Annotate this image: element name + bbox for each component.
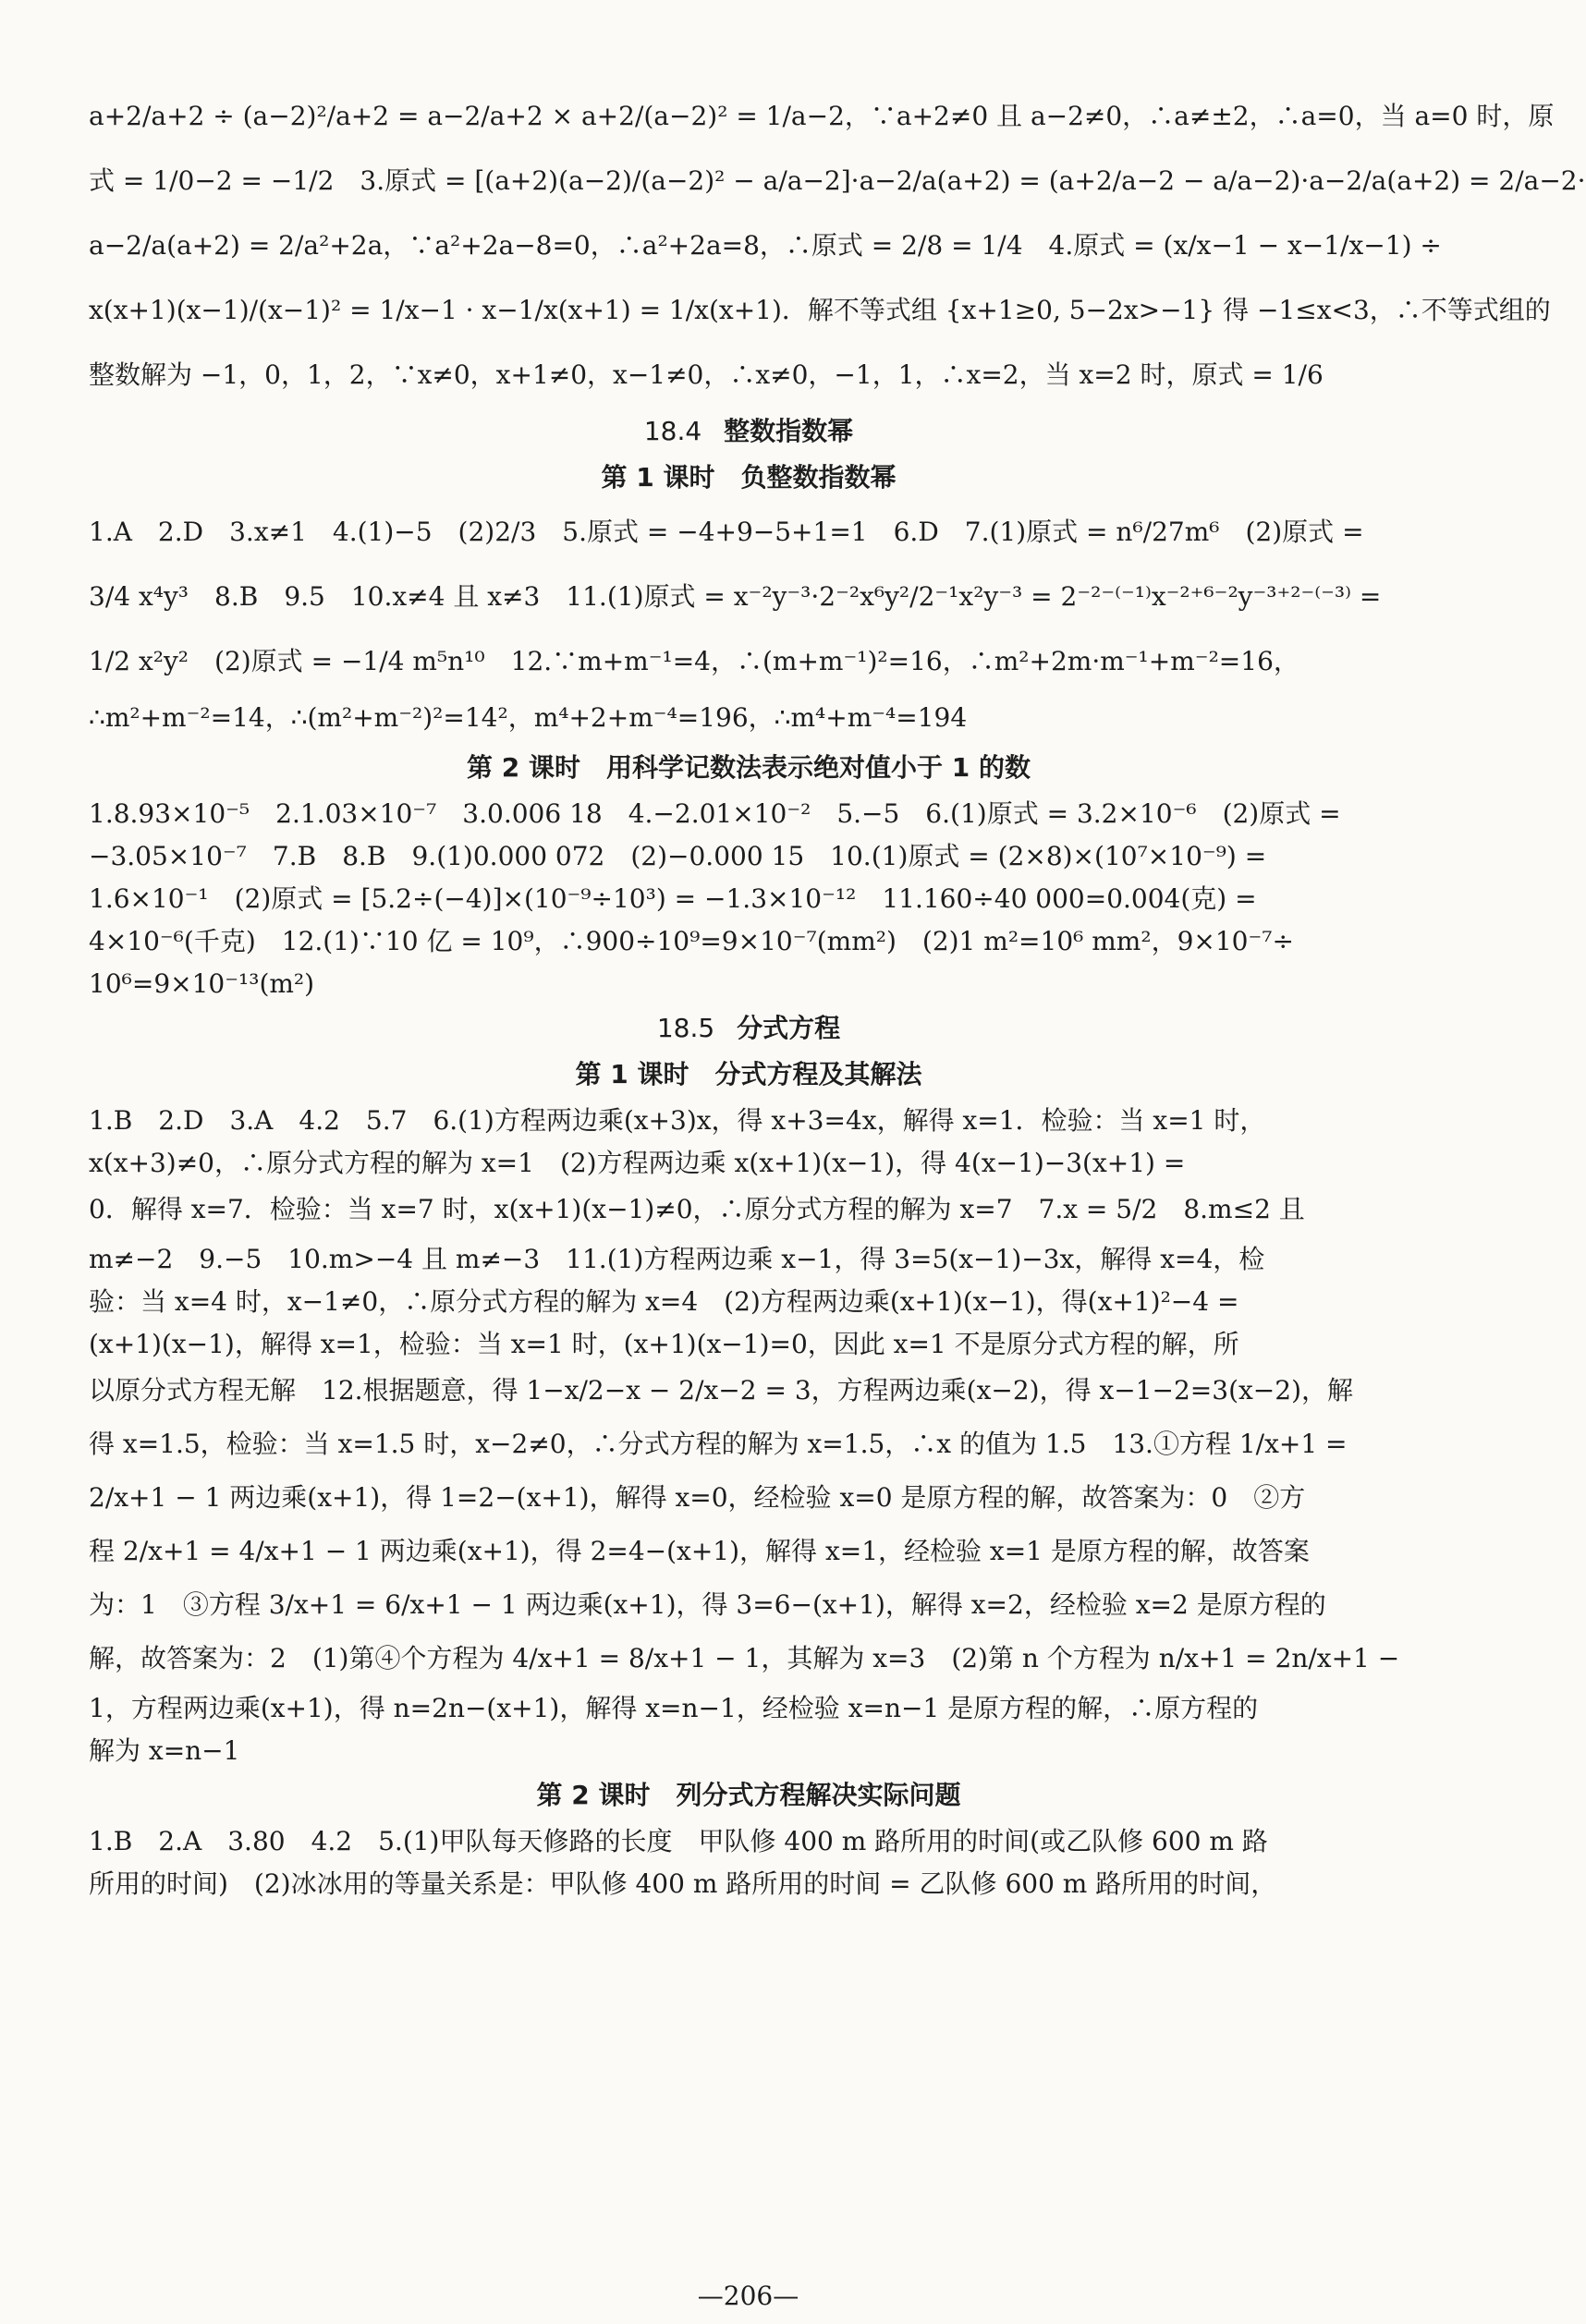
text-line: 1.B 2.D 3.A 4.2 5.7 6.(1)方程两边乘(x+3)x，得 x+3=4x，解得 x=1．检验：当 x=1 时， (89, 1105, 1266, 1136)
text-line: 1.6×10⁻¹ (2)原式 = [5.2÷(−4)]×(10⁻⁹÷10³) = −1.3×10⁻¹² 11.160÷40 000=0.004(克) = (89, 883, 1257, 914)
text-line: x(x+3)≠0，∴原分式方程的解为 x=1 (2)方程两边乘 x(x+1)(x−1)，得 4(x−1)−3(x+1) = (89, 1148, 1186, 1178)
lesson-heading: 第 1 课时 负整数指数幂 (601, 462, 897, 493)
lesson-heading: 第 2 课时 用科学记数法表示绝对值小于 1 的数 (467, 752, 1031, 783)
section-heading-18-5 (89, 1009, 1409, 1048)
text-line: 为：1 ③方程 3/x+1 = 6/x+1 − 1 两边乘(x+1)，得 3=6−(x+1)，解得 x=2，经检验 x=2 是原方程的 (89, 1589, 1326, 1620)
text-line: 4×10⁻⁶(千克) 12.(1)∵10 亿 = 10⁹，∴900÷10⁹=9×10⁻⁷(mm²) (2)1 m²=10⁶ mm²，9×10⁻⁷÷ (89, 926, 1294, 956)
text-line: x(x+1)(x−1)/(x−1)² = 1/x−1 · x−1/x(x+1) = 1/x(x+1)．解不等式组 {x+1≥0, 5−2x>−1} 得 −1≤x<3，∴不等式组的 (89, 295, 1551, 325)
lesson-answers (89, 795, 1409, 1004)
text-line: 1.A 2.D 3.x≠1 4.(1)−5 (2)2/3 5.原式 = −4+9−5+1=1 6.D 7.(1)原式 = n⁶/27m⁶ (2)原式 = (89, 517, 1364, 547)
lesson-answers (89, 505, 1409, 737)
text-line: 程 2/x+1 = 4/x+1 − 1 两边乘(x+1)，得 2=4−(x+1)，解得 x=1，经检验 x=1 是原方程的解，故答案 (89, 1536, 1310, 1566)
text-line: 2/x+1 − 1 两边乘(x+1)，得 1=2−(x+1)，解得 x=0，经检验 x=0 是原方程的解，故答案为：0 ②方 (89, 1482, 1306, 1513)
lesson-answers (89, 1822, 1409, 1904)
section-number: 18.4 (643, 416, 702, 446)
answer-page (89, 89, 1586, 1907)
text-line: ∴m²+m⁻²=14，∴(m²+m⁻²)²=14²，m⁴+2+m⁻⁴=196，∴m⁴+m⁻⁴=194 (89, 702, 968, 733)
section-heading-18-4 (89, 412, 1409, 451)
text-line: 3/4 x⁴y³ 8.B 9.5 10.x≠4 且 x≠3 11.(1)原式 = x⁻²y⁻³·2⁻²x⁶y²/2⁻¹x²y⁻³ = 2⁻²⁻⁽⁻¹⁾x⁻²⁺⁶⁻²y⁻³⁺²⁻⁽⁻³⁾ = (89, 581, 1382, 612)
text-line: 1，方程两边乘(x+1)，得 n=2n−(x+1)，解得 x=n−1，经检验 x=n−1 是原方程的解，∴原方程的 (89, 1693, 1259, 1723)
text-line: 10⁶=9×10⁻¹³(m²) (89, 968, 315, 999)
section-title: 整数指数幂 (724, 416, 854, 446)
text-line: 解，故答案为：2 (1)第④个方程为 4/x+1 = 8/x+1 − 1，其解为 x=3 (2)第 n 个方程为 n/x+1 = 2n/x+1 − (89, 1643, 1400, 1673)
text-line: 整数解为 −1，0，1，2，∵x≠0，x+1≠0，x−1≠0，∴x≠0，−1，1，∴x=2，当 x=2 时，原式 = 1/6 (89, 359, 1324, 390)
text-line: 式 = 1/0−2 = −1/2 3.原式 = [(a+2)(a−2)/(a−2)² − a/a−2]·a−2/a(a+2) = (a+2/a−2 − a/a−2)·a−2/a(a+2) = 2/a−2· (89, 165, 1586, 196)
lesson-heading: 第 1 课时 分式方程及其解法 (575, 1059, 922, 1089)
text-line: a−2/a(a+2) = 2/a²+2a，∵a²+2a−8=0，∴a²+2a=8，∴原式 = 2/8 = 1/4 4.原式 = (x/x−1 − x−1/x−1) ÷ (89, 230, 1442, 261)
text-line: 以原分式方程无解 12.根据题意，得 1−x/2−x − 2/x−2 = 3，方程两边乘(x−2)，得 x−1−2=3(x−2)，解 (89, 1375, 1353, 1405)
continued-answers (89, 89, 1586, 403)
text-line: m≠−2 9.−5 10.m>−4 且 m≠−3 11.(1)方程两边乘 x−1，得 3=5(x−1)−3x，解得 x=4，检 (89, 1244, 1265, 1274)
text-line: −3.05×10⁻⁷ 7.B 8.B 9.(1)0.000 072 (2)−0.000 15 10.(1)原式 = (2×8)×(10⁷×10⁻⁹) = (89, 841, 1267, 871)
text-line: (x+1)(x−1)，解得 x=1，检验：当 x=1 时，(x+1)(x−1)=0，因此 x=1 不是原分式方程的解，所 (89, 1329, 1239, 1359)
text-line: 1/2 x²y² (2)原式 = −1/4 m⁵n¹⁰ 12.∵m+m⁻¹=4，∴(m+m⁻¹)²=16，∴m²+2m·m⁻¹+m⁻²=16， (89, 646, 1299, 676)
section-number: 18.5 (656, 1013, 715, 1043)
text-line: a+2/a+2 ÷ (a−2)²/a+2 = a−2/a+2 × a+2/(a−2)² = 1/a−2，∵a+2≠0 且 a−2≠0，∴a≠±2，∴a=0，当 a=0 时，原 (89, 101, 1555, 131)
text-line: 0．解得 x=7．检验：当 x=7 时，x(x+1)(x−1)≠0，∴原分式方程的解为 x=7 7.x = 5/2 8.m≤2 且 (89, 1194, 1305, 1224)
page-number: —206— (697, 2281, 799, 2311)
section-title: 分式方程 (737, 1013, 841, 1043)
text-line: 验：当 x=4 时，x−1≠0，∴原分式方程的解为 x=4 (2)方程两边乘(x+1)(x−1)，得(x+1)²−4 = (89, 1286, 1239, 1317)
lesson-answers (89, 1101, 1409, 1770)
lesson-heading: 第 2 课时 列分式方程解决实际问题 (536, 1780, 961, 1810)
text-line: 得 x=1.5，检验：当 x=1.5 时，x−2≠0，∴分式方程的解为 x=1.5，∴x 的值为 1.5 13.①方程 1/x+1 = (89, 1429, 1348, 1459)
text-line: 1.B 2.A 3.80 4.2 5.(1)甲队每天修路的长度 甲队修 400 m 路所用的时间(或乙队修 600 m 路 (89, 1826, 1268, 1856)
text-line: 所用的时间) (2)冰冰用的等量关系是：甲队修 400 m 路所用的时间 = 乙队修 600 m 路所用的时间， (89, 1868, 1277, 1899)
text-line: 解为 x=n−1 (89, 1735, 240, 1766)
text-line: 1.8.93×10⁻⁵ 2.1.03×10⁻⁷ 3.0.006 18 4.−2.01×10⁻² 5.−5 6.(1)原式 = 3.2×10⁻⁶ (2)原式 = (89, 798, 1341, 829)
